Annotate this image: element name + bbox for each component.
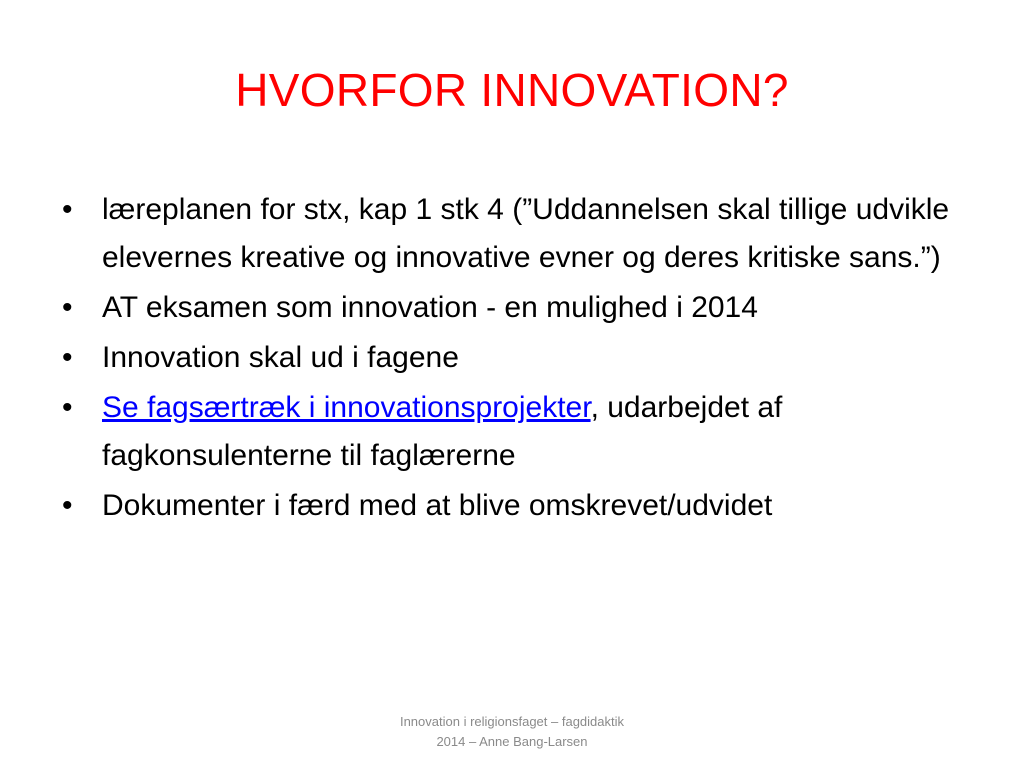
bullet-item [62,284,962,332]
bullet-icon: • [62,489,73,522]
bullet-icon: • [62,193,73,226]
bullet-list [62,186,962,532]
slide-footer [312,712,712,752]
bullet-icon: • [62,391,73,424]
bullet-text: læreplanen for stx, kap 1 stk 4 (”Uddannelsen skal tillige udvikle elevernes kreative og innovative evner og deres kritiske sans.”) [102,193,950,274]
slide-title: HVORFOR INNOVATION? [235,64,789,116]
bullet-item [62,186,962,282]
footer-line-2: 2014 – Anne Bang-Larsen [436,734,588,749]
bullet-text: AT eksamen som innovation - en mulighed i 2014 [102,291,758,324]
bullet-item [62,384,962,480]
bullet-text: Innovation skal ud i fagene [102,341,459,374]
fagsaertraek-link[interactable]: Se fagsærtræk i innovationsprojekter [102,391,591,424]
bullet-icon: • [62,341,73,374]
bullet-icon: • [62,291,73,324]
footer-line-1: Innovation i religionsfaget – fagdidaktik [399,714,625,729]
bullet-item [62,482,962,530]
bullet-text: , udarbejdet af fagkonsulenterne til faglærerne [102,391,783,472]
bullet-text: Dokumenter i færd med at blive omskrevet/udvidet [102,489,773,522]
bullet-item [62,334,962,382]
